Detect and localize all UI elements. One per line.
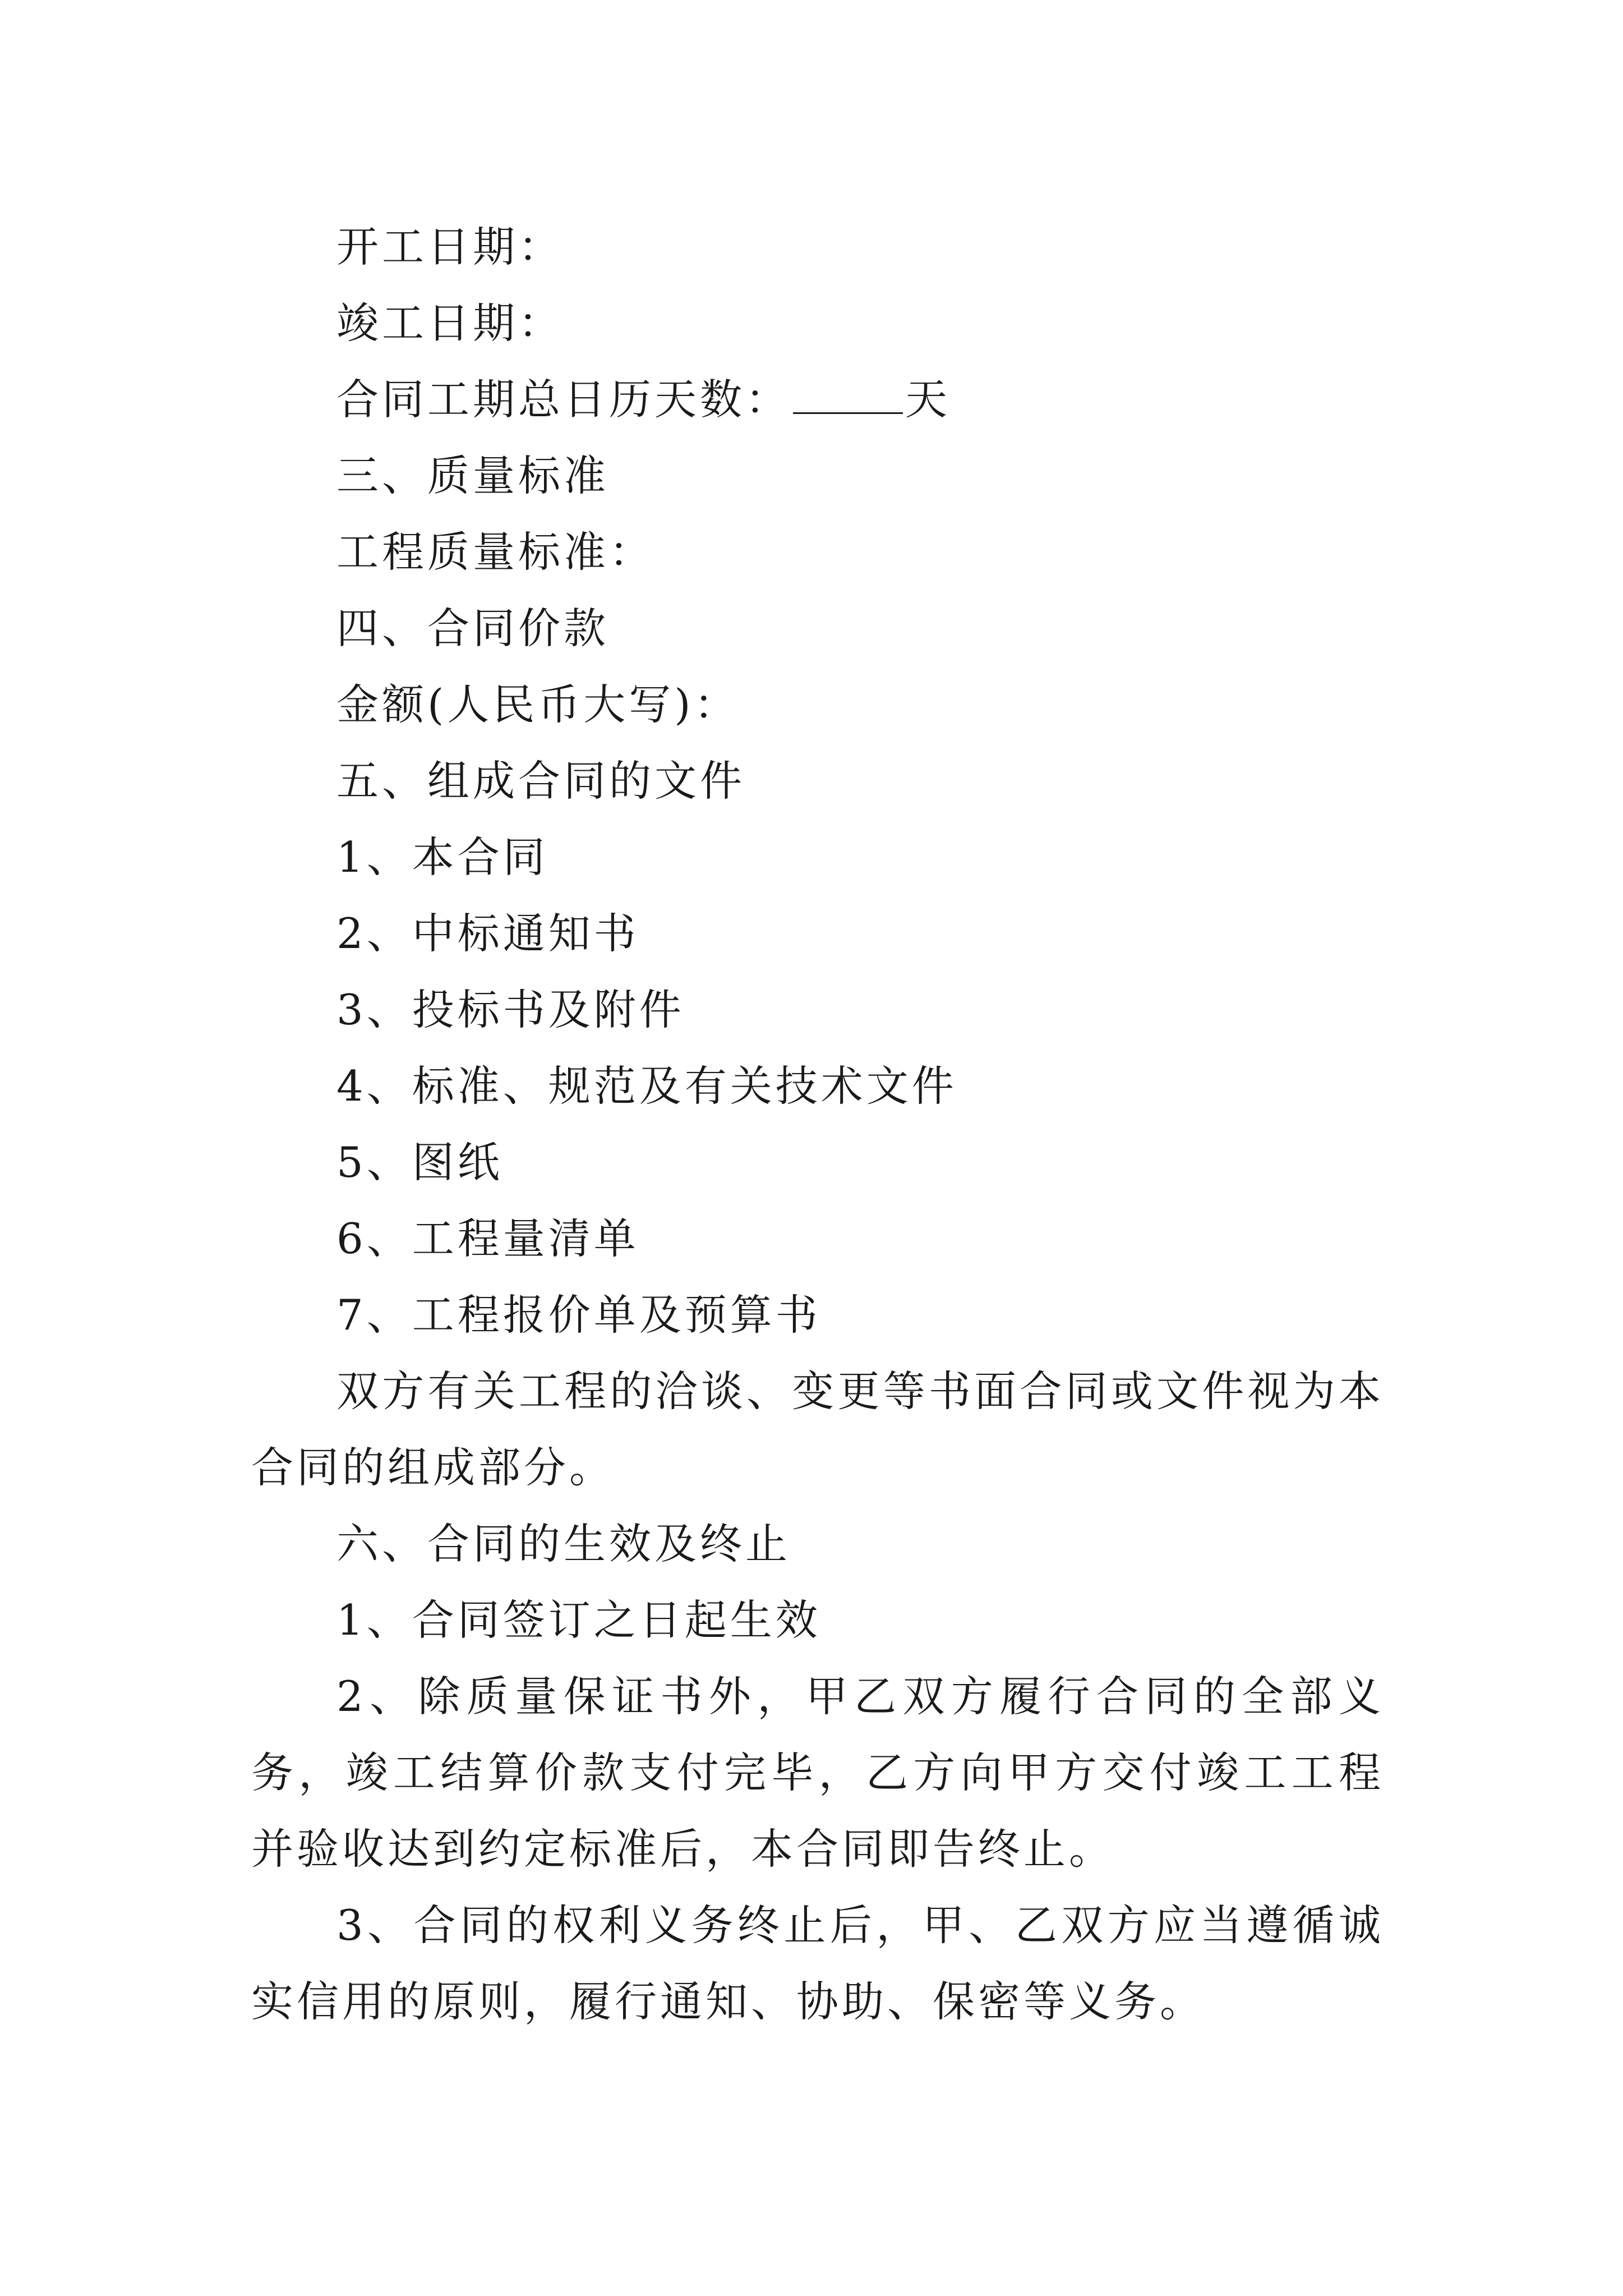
paragraph-supplementary-documents: 双方有关工程的洽谈、变更等书面合同或文件视为本合同的组成部分。: [251, 1366, 1384, 1492]
amount-label: 金额(人民币大写)：: [336, 680, 740, 729]
clause-termination: 2、除质量保证书外，甲乙双方履行合同的全部义务，竣工结算价款支付完毕，乙方向甲方交付竣工工程并验收达到约定标准后，本合同即告终止。: [251, 1672, 1384, 1874]
document-list-item: 6、工程量清单: [336, 1214, 639, 1263]
document-list-item: 4、标准、规范及有关技术文件: [336, 1061, 957, 1111]
section-heading-quality: 三、质量标准: [336, 451, 610, 500]
section-heading-price: 四、合同价款: [336, 604, 610, 653]
document-list-item: 2、中标通知书: [336, 909, 639, 958]
document-list-item: 1、本合同: [336, 832, 548, 882]
duration-line: [251, 361, 1384, 438]
duration-unit: 天: [905, 375, 951, 424]
quality-standard-label: 工程质量标准：: [336, 527, 655, 577]
document-list-item: 7、工程报价单及预算书: [336, 1290, 821, 1340]
completion-date-label: 竣工日期：: [336, 298, 564, 348]
document-list-item: 5、图纸: [336, 1138, 503, 1187]
section-heading-effect-termination: 六、合同的生效及终止: [336, 1519, 791, 1568]
document-list-item: 3、投标书及附件: [336, 985, 685, 1034]
clause-effective: 1、合同签订之日起生效: [336, 1595, 821, 1645]
clause-post-termination-duties: 3、合同的权利义务终止后，甲、乙双方应当遵循诚实信用的原则，履行通知、协助、保密等义务。: [251, 1901, 1384, 2026]
duration-label: 合同工期总日历天数：: [336, 375, 791, 424]
section-heading-documents: 五、组成合同的文件: [336, 756, 746, 806]
contract-body: [251, 209, 1384, 2040]
start-date-label: 开工日期：: [336, 222, 564, 272]
duration-blank: [793, 378, 903, 414]
